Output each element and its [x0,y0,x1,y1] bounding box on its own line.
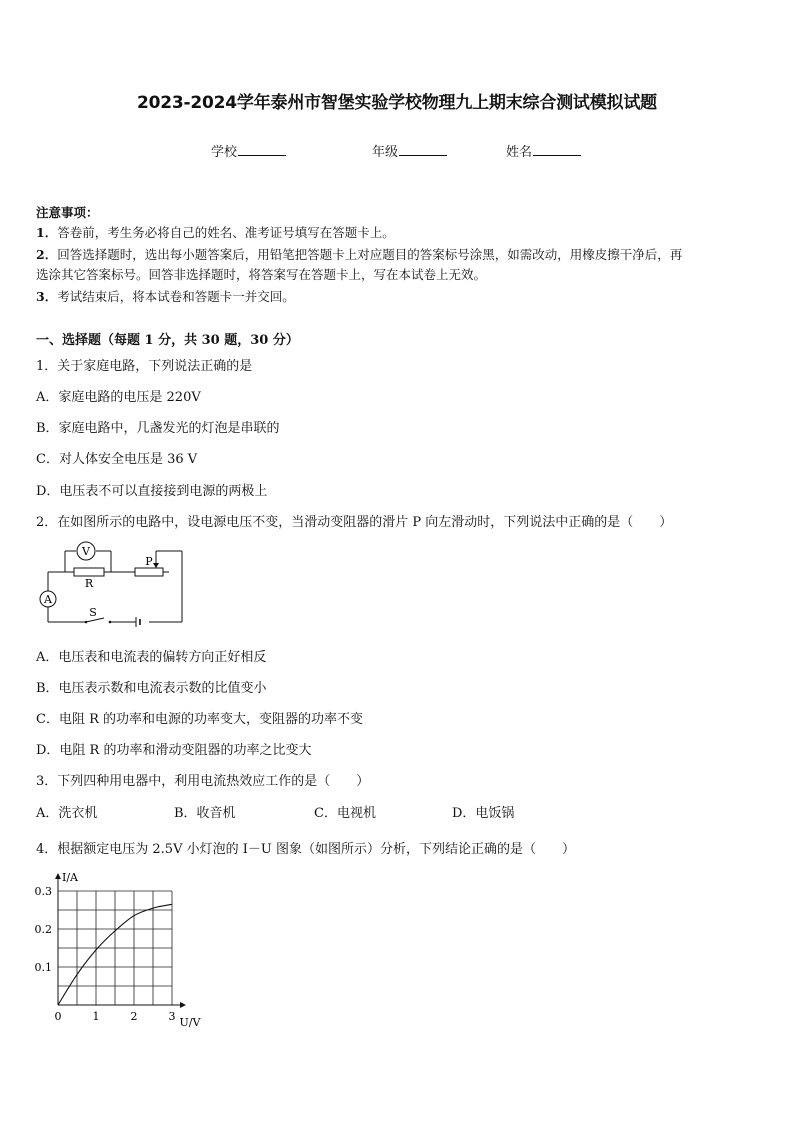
name-field [506,141,581,160]
q3-option-c[interactable]: C．电视机 [314,806,376,821]
grade-field [372,141,447,160]
grade-blank[interactable] [399,142,447,156]
x-tick-label: 1 [92,1010,100,1023]
question-2-stem: 2．在如图所示的电路中，设电源电压不变，当滑动变阻器的滑片 P 向左滑动时，下列说法中正确的是（ ） [36,515,673,530]
x-tick-label: 2 [130,1010,138,1023]
switch-label: S [89,606,97,619]
name-label: 姓名 [506,145,533,160]
q1-option-b[interactable]: B．家庭电路中，几盏发光的灯泡是串联的 [36,421,280,436]
iu-chart [30,862,220,1034]
x-tick-label: 0 [54,1010,62,1023]
y-axis-arrow [55,873,61,879]
q2-option-b[interactable]: B．电压表示数和电流表示数的比值变小 [36,681,267,696]
grade-label: 年级 [372,145,399,160]
note-item: 3．考试结束后，将本试卷和答题卡一并交回。 [36,289,295,304]
section-heading: 一、选择题（每题 1 分，共 30 题，30 分） [36,333,299,348]
q1-option-a[interactable]: A．家庭电路的电压是 220V [36,390,201,405]
x-tick-label: 3 [168,1010,176,1023]
y-axis-label: I/A [62,871,78,884]
q3-option-a[interactable]: A．洗衣机 [36,806,98,821]
x-axis-arrow [180,1002,186,1008]
exam-title: 2023-2024学年泰州市智堡实验学校物理九上期末综合测试模拟试题 [137,93,657,113]
q2-option-a[interactable]: A．电压表和电流表的偏转方向正好相反 [36,650,267,665]
name-blank[interactable] [533,142,581,156]
q2-option-d[interactable]: D．电阻 R 的功率和滑动变阻器的功率之比变大 [36,743,312,758]
y-tick-label: 0.2 [34,923,52,936]
resistor-label: R [84,577,94,590]
school-blank[interactable] [238,142,286,156]
notes-heading: 注意事项： [36,205,99,220]
y-tick-label: 0.3 [34,885,52,898]
q1-option-d[interactable]: D．电压表不可以直接接到电源的两极上 [36,484,268,499]
voltmeter-label: V [82,545,90,558]
school-label: 学校 [211,145,238,160]
q2-option-c[interactable]: C．电阻 R 的功率和电源的功率变大，变阻器的功率不变 [36,712,363,727]
y-tick-label: 0.1 [34,961,52,974]
slider-label: P [145,555,153,568]
question-1-stem: 1．关于家庭电路，下列说法正确的是 [36,359,253,374]
q3-option-b[interactable]: B．收音机 [174,806,236,821]
q1-option-c[interactable]: C．对人体安全电压是 36 V [36,452,198,467]
circuit-diagram [36,538,188,634]
note-item: 2．回答选择题时，选出每小题答案后，用铅笔把答题卡上对应题目的答案标号涂黑，如需改动，用橡皮擦干净后，再 [36,247,683,262]
school-field [211,141,286,160]
note-item: 1．答卷前，考生务必将自己的姓名、准考证号填写在答题卡上。 [36,225,395,240]
note-item: 选涂其它答案标号。回答非选择题时，将答案写在答题卡上，写在本试卷上无效。 [36,267,487,282]
ammeter-label: A [44,593,52,606]
q3-option-d[interactable]: D．电饭锅 [452,806,515,821]
question-4-stem: 4．根据额定电压为 2.5V 小灯泡的 I－U 图象（如图所示）分析，下列结论正确的是（ ） [36,842,575,857]
question-3-stem: 3．下列四种用电器中，利用电流热效应工作的是（ ） [36,774,370,789]
x-axis-label: U/V [179,1016,201,1029]
